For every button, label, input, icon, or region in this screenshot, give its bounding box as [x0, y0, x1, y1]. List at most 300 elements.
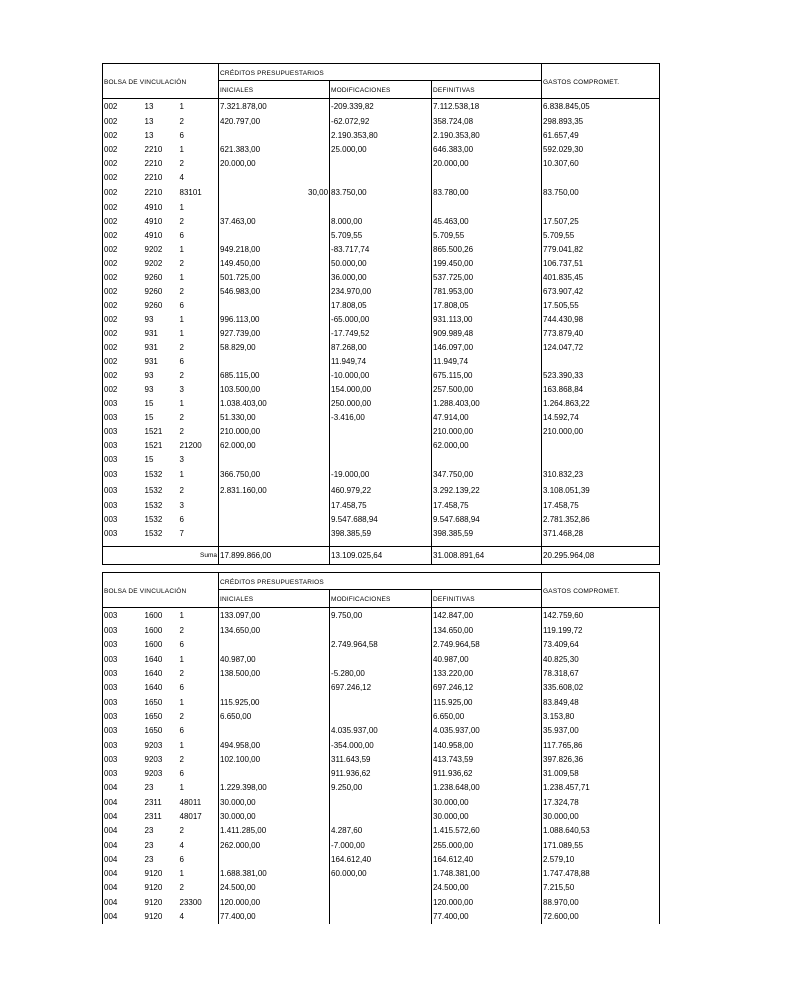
definitivas-cell: 77.400,00 — [432, 909, 542, 923]
definitivas-cell: 146.097,00 — [432, 341, 542, 355]
definitivas-cell: 1.238.648,00 — [432, 781, 542, 795]
modificaciones-cell — [330, 157, 432, 171]
iniciales-cell — [219, 313, 330, 327]
definitivas-cell: 142.847,00 — [432, 608, 542, 624]
modificaciones-cell: -19.000,00 — [330, 467, 432, 483]
modificaciones-cell: -10.000,00 — [330, 369, 432, 383]
gastos-cell: 61.657,49 — [542, 129, 660, 143]
chapter-cell: 4 — [179, 173, 184, 182]
iniciales-value: 103.500,00 — [220, 385, 261, 394]
table-row — [103, 285, 660, 299]
gastos-cell: 2.781.352,86 — [542, 513, 660, 527]
iniciales-cell — [219, 271, 330, 285]
bolsa-code-cell: 002 — [103, 229, 144, 243]
bolsa-code-cell: 004 — [103, 909, 144, 923]
program-cell: 1640 — [144, 654, 163, 664]
definitivas-cell: 115.925,00 — [432, 695, 542, 709]
chapter-cell: 6 — [179, 683, 184, 693]
chapter-cell: 1 — [179, 245, 184, 254]
modificaciones-cell: 398.385,59 — [330, 527, 432, 541]
definitivas-cell — [432, 453, 542, 467]
program-cell: 4910 — [144, 217, 163, 226]
definitivas-cell: 3.292.139,22 — [432, 483, 542, 499]
iniciales-value: 2.831.160,00 — [220, 486, 267, 495]
iniciales-cell — [219, 852, 330, 866]
program-cell: 1640 — [144, 669, 163, 679]
bolsa-code-cell: 003 — [103, 681, 144, 695]
definitivas-cell: 11.949,74 — [432, 355, 542, 369]
modificaciones-cell — [330, 895, 432, 909]
table-row — [103, 215, 660, 229]
header-gastos: GASTOS COMPROMET. — [542, 64, 660, 99]
definitivas-cell: 865.500,26 — [432, 243, 542, 257]
iniciales-cell — [219, 453, 330, 467]
bolsa-code-cell: 004 — [103, 838, 144, 852]
table-row — [103, 229, 660, 243]
gastos-cell: 124.047,72 — [542, 341, 660, 355]
iniciales-cell — [219, 185, 330, 201]
bolsa-code-cell: 002 — [103, 129, 144, 143]
iniciales-cell — [219, 327, 330, 341]
table-row — [103, 881, 660, 895]
gastos-cell: 35.937,00 — [542, 724, 660, 738]
gastos-cell: 17.458,75 — [542, 499, 660, 513]
program-cell: 9120 — [144, 897, 163, 907]
program-cell: 1521 — [144, 441, 163, 450]
gastos-cell — [542, 439, 660, 453]
iniciales-cell — [219, 115, 330, 129]
definitivas-cell: 134.650,00 — [432, 624, 542, 638]
bolsa-code-cell: 002 — [103, 171, 144, 185]
bolsa-code-cell: 003 — [103, 608, 144, 624]
definitivas-cell: 781.953,00 — [432, 285, 542, 299]
chapter-cell: 3 — [179, 501, 184, 510]
modificaciones-cell: 60.000,00 — [330, 867, 432, 881]
chapter-cell: 1 — [179, 470, 184, 479]
bolsa-code-cell: 003 — [103, 453, 144, 467]
iniciales-cell: 30.000,00 — [219, 795, 330, 809]
iniciales-cell — [219, 397, 330, 411]
program-cell: 93 — [144, 371, 154, 380]
definitivas-cell: 30.000,00 — [432, 809, 542, 823]
bolsa-code-cell: 003 — [103, 527, 144, 541]
bolsa-code-cell: 002 — [103, 369, 144, 383]
definitivas-cell — [432, 201, 542, 215]
gastos-cell: 523.390,33 — [542, 369, 660, 383]
bolsa-code-cell: 002 — [103, 383, 144, 397]
table-row — [103, 652, 660, 666]
iniciales-cell: 262.000,00 — [219, 838, 330, 852]
modificaciones-cell: 697.246,12 — [330, 681, 432, 695]
modificaciones-cell: -3.416,00 — [330, 411, 432, 425]
definitivas-cell: 1.748.381,00 — [432, 867, 542, 881]
modificaciones-cell: 9.750,00 — [330, 608, 432, 624]
program-cell: 1532 — [144, 486, 163, 495]
table-row — [103, 752, 660, 766]
gastos-cell: 3.153,80 — [542, 709, 660, 723]
definitivas-cell: 6.650,00 — [432, 709, 542, 723]
gastos-cell: 78.318,67 — [542, 666, 660, 680]
bolsa-code-cell: 003 — [103, 411, 144, 425]
table-row — [103, 709, 660, 723]
bolsa-code-cell: 002 — [103, 243, 144, 257]
iniciales-value: 621.383,00 — [220, 145, 261, 154]
gastos-cell — [542, 171, 660, 185]
gastos-cell: 5.709,55 — [542, 229, 660, 243]
header-definitivas: DEFINITIVAS — [432, 81, 542, 99]
definitivas-cell: 120.000,00 — [432, 895, 542, 909]
table-row — [103, 369, 660, 383]
table-row — [103, 467, 660, 483]
definitivas-cell: 45.463,00 — [432, 215, 542, 229]
modificaciones-cell: -17.749,52 — [330, 327, 432, 341]
table-row — [103, 313, 660, 327]
gastos-cell: 7.215,50 — [542, 881, 660, 895]
iniciales-value: 927.739,00 — [220, 329, 261, 338]
modificaciones-cell: 154.000,00 — [330, 383, 432, 397]
iniciales-cell — [219, 467, 330, 483]
bolsa-code-cell: 002 — [103, 327, 144, 341]
gastos-cell: 30.000,00 — [542, 809, 660, 823]
iniciales-value: 37.463,00 — [220, 217, 256, 226]
gastos-cell: 1.747.478,88 — [542, 867, 660, 881]
bolsa-code-cell: 004 — [103, 795, 144, 809]
table-row — [103, 201, 660, 215]
modificaciones-cell: 87.268,00 — [330, 341, 432, 355]
gastos-cell: 397.826,36 — [542, 752, 660, 766]
gastos-cell: 298.893,35 — [542, 115, 660, 129]
modificaciones-cell: 250.000,00 — [330, 397, 432, 411]
table-row — [103, 624, 660, 638]
program-cell: 1532 — [144, 515, 163, 524]
program-cell: 15 — [144, 413, 154, 422]
chapter-cell: 6 — [179, 231, 184, 240]
modificaciones-cell: 9.547.688,94 — [330, 513, 432, 527]
bolsa-code-cell: 004 — [103, 809, 144, 823]
definitivas-cell: 30.000,00 — [432, 795, 542, 809]
program-cell: 9203 — [144, 740, 163, 750]
bolsa-code-cell: 003 — [103, 695, 144, 709]
gastos-cell: 17.324,78 — [542, 795, 660, 809]
table-row — [103, 115, 660, 129]
iniciales-cell: 1.411.285,00 — [219, 824, 330, 838]
definitivas-cell: 9.547.688,94 — [432, 513, 542, 527]
modificaciones-cell: -83.717,74 — [330, 243, 432, 257]
bolsa-code-cell: 003 — [103, 483, 144, 499]
program-cell: 93 — [144, 315, 154, 324]
table-row — [103, 327, 660, 341]
program-cell: 1650 — [144, 697, 163, 707]
bolsa-code-cell: 003 — [103, 638, 144, 652]
iniciales-cell — [219, 143, 330, 157]
bolsa-code-cell: 003 — [103, 652, 144, 666]
table-row — [103, 257, 660, 271]
suma-label: Suma — [103, 547, 219, 565]
program-cell: 9120 — [144, 912, 163, 922]
iniciales-cell — [219, 257, 330, 271]
table-row — [103, 766, 660, 780]
definitivas-cell: 931.113,00 — [432, 313, 542, 327]
iniciales-cell: 138.500,00 — [219, 666, 330, 680]
definitivas-cell: 164.612,40 — [432, 852, 542, 866]
iniciales-value: 62.000,00 — [220, 441, 256, 450]
modificaciones-cell: -65.000,00 — [330, 313, 432, 327]
suma-row — [103, 547, 660, 565]
table-row — [103, 867, 660, 881]
definitivas-cell: 199.450,00 — [432, 257, 542, 271]
modificaciones-cell: 2.749.964,58 — [330, 638, 432, 652]
definitivas-cell: 17.458,75 — [432, 499, 542, 513]
program-cell: 13 — [144, 117, 154, 126]
bolsa-code-cell: 003 — [103, 624, 144, 638]
gastos-cell: 17.507,25 — [542, 215, 660, 229]
iniciales-cell: 115.925,00 — [219, 695, 330, 709]
gastos-cell — [542, 355, 660, 369]
chapter-cell: 2 — [179, 754, 184, 764]
chapter-cell: 2 — [179, 159, 184, 168]
modificaciones-cell: 2.190.353,80 — [330, 129, 432, 143]
program-cell: 1532 — [144, 470, 163, 479]
modificaciones-cell: 460.979,22 — [330, 483, 432, 499]
iniciales-cell — [219, 369, 330, 383]
modificaciones-cell — [330, 652, 432, 666]
bolsa-code-cell: 002 — [103, 215, 144, 229]
definitivas-cell: 358.724,08 — [432, 115, 542, 129]
table-row — [103, 724, 660, 738]
definitivas-cell: 47.914,00 — [432, 411, 542, 425]
iniciales-cell — [219, 171, 330, 185]
chapter-cell: 7 — [179, 529, 184, 538]
gastos-cell: 3.108.051,39 — [542, 483, 660, 499]
chapter-cell: 6 — [179, 357, 184, 366]
bolsa-code-cell: 002 — [103, 115, 144, 129]
iniciales-cell — [219, 439, 330, 453]
chapter-cell: 6 — [179, 726, 184, 736]
modificaciones-cell: 4.287,60 — [330, 824, 432, 838]
definitivas-cell: 7.112.538,18 — [432, 99, 542, 115]
definitivas-cell: 911.936,62 — [432, 766, 542, 780]
bolsa-code-cell: 003 — [103, 724, 144, 738]
table-row — [103, 666, 660, 680]
program-cell: 2311 — [144, 797, 162, 807]
modificaciones-cell — [330, 795, 432, 809]
modificaciones-cell: 164.612,40 — [330, 852, 432, 866]
program-cell: 9203 — [144, 754, 163, 764]
chapter-cell: 1 — [179, 611, 184, 621]
iniciales-value: 58.829,00 — [220, 343, 256, 352]
definitivas-cell: 537.725,00 — [432, 271, 542, 285]
iniciales-cell: 30.000,00 — [219, 809, 330, 823]
iniciales-cell — [219, 766, 330, 780]
table-row — [103, 99, 660, 115]
iniciales-cell: 1.688.381,00 — [219, 867, 330, 881]
chapter-cell: 83101 — [179, 188, 202, 197]
modificaciones-cell — [330, 695, 432, 709]
bolsa-code-cell: 002 — [103, 201, 144, 215]
program-cell: 9260 — [144, 287, 163, 296]
definitivas-cell: 646.383,00 — [432, 143, 542, 157]
definitivas-cell: 83.780,00 — [432, 185, 542, 201]
chapter-cell: 1 — [179, 740, 184, 750]
table-row — [103, 143, 660, 157]
table-row — [103, 608, 660, 624]
header-creditos: CRÉDITOS PRESUPUESTARIOS — [219, 573, 542, 590]
definitivas-cell: 2.190.353,80 — [432, 129, 542, 143]
program-cell: 1600 — [144, 626, 163, 636]
chapter-cell: 2 — [179, 343, 184, 352]
bolsa-code-cell: 004 — [103, 881, 144, 895]
iniciales-cell — [219, 285, 330, 299]
program-cell: 1532 — [144, 529, 163, 538]
table-row — [103, 838, 660, 852]
definitivas-cell: 697.246,12 — [432, 681, 542, 695]
gastos-cell: 73.409,64 — [542, 638, 660, 652]
suma-gastos: 20.295.964,08 — [542, 547, 660, 565]
header-creditos: CRÉDITOS PRESUPUESTARIOS — [219, 64, 542, 81]
gastos-cell — [542, 201, 660, 215]
bolsa-code-cell: 003 — [103, 425, 144, 439]
gastos-cell: 88.970,00 — [542, 895, 660, 909]
bolsa-code-cell: 004 — [103, 895, 144, 909]
table-row — [103, 157, 660, 171]
table-row — [103, 738, 660, 752]
gastos-cell: 210.000,00 — [542, 425, 660, 439]
chapter-cell: 1 — [179, 102, 184, 112]
gastos-cell: 2.579,10 — [542, 852, 660, 866]
bolsa-code-cell: 002 — [103, 185, 144, 201]
definitivas-cell: 2.749.964,58 — [432, 638, 542, 652]
gastos-cell: 163.868,84 — [542, 383, 660, 397]
definitivas-cell: 257.500,00 — [432, 383, 542, 397]
gastos-cell: 1.238.457,71 — [542, 781, 660, 795]
chapter-cell: 1 — [179, 783, 184, 793]
iniciales-cell — [219, 99, 330, 115]
chapter-cell: 3 — [179, 385, 184, 394]
iniciales-cell: 6.650,00 — [219, 709, 330, 723]
gastos-cell: 31.009,58 — [542, 766, 660, 780]
definitivas-cell: 398.385,59 — [432, 527, 542, 541]
iniciales-value: 51.330,00 — [220, 413, 256, 422]
table-row — [103, 411, 660, 425]
bolsa-code-cell: 002 — [103, 341, 144, 355]
chapter-cell: 6 — [179, 131, 184, 140]
program-cell: 9120 — [144, 883, 163, 893]
modificaciones-cell: 5.709,55 — [330, 229, 432, 243]
gastos-cell: 744.430,98 — [542, 313, 660, 327]
bolsa-code-cell: 003 — [103, 752, 144, 766]
definitivas-cell: 4.035.937,00 — [432, 724, 542, 738]
definitivas-cell: 347.750,00 — [432, 467, 542, 483]
chapter-cell: 1 — [179, 203, 184, 212]
chapter-cell: 1 — [179, 697, 184, 707]
modificaciones-cell — [330, 709, 432, 723]
chapter-cell: 2 — [179, 711, 184, 721]
program-cell: 23 — [144, 854, 154, 864]
iniciales-cell: 133.097,00 — [219, 608, 330, 624]
iniciales-value: 420.797,00 — [220, 117, 261, 126]
program-cell: 2210 — [144, 159, 163, 168]
header-iniciales: INICIALES — [219, 590, 330, 608]
chapter-cell: 6 — [179, 515, 184, 524]
bolsa-code-cell: 002 — [103, 355, 144, 369]
bolsa-code-cell: 004 — [103, 852, 144, 866]
program-cell: 23 — [144, 840, 154, 850]
table-row — [103, 355, 660, 369]
modificaciones-cell: 83.750,00 — [330, 185, 432, 201]
gastos-cell: 10.307,60 — [542, 157, 660, 171]
chapter-cell: 2 — [179, 217, 184, 226]
table-row — [103, 341, 660, 355]
modificaciones-cell: 311.643,59 — [330, 752, 432, 766]
table-row — [103, 383, 660, 397]
table-row — [103, 243, 660, 257]
suma-definitivas: 31.008.891,64 — [432, 547, 542, 565]
gastos-cell: 673.907,42 — [542, 285, 660, 299]
chapter-cell: 1 — [179, 315, 184, 324]
chapter-cell: 2 — [179, 427, 184, 436]
modificaciones-cell: 17.458,75 — [330, 499, 432, 513]
program-cell: 931 — [144, 357, 158, 366]
program-cell: 23 — [144, 826, 154, 836]
bolsa-code-cell: 002 — [103, 257, 144, 271]
chapter-cell: 48011 — [179, 797, 202, 807]
table-row — [103, 809, 660, 823]
chapter-cell: 21200 — [179, 441, 202, 450]
header-modificaciones: MODIFICACIONES — [330, 81, 432, 99]
chapter-cell: 4 — [179, 912, 184, 922]
table-row — [103, 795, 660, 809]
gastos-cell: 1.088.640,53 — [542, 824, 660, 838]
iniciales-cell — [219, 411, 330, 425]
definitivas-cell: 210.000,00 — [432, 425, 542, 439]
iniciales-cell — [219, 638, 330, 652]
program-cell: 15 — [144, 455, 154, 464]
gastos-cell: 106.737,51 — [542, 257, 660, 271]
program-cell: 4910 — [144, 231, 163, 240]
program-cell: 9120 — [144, 869, 163, 879]
program-cell: 1600 — [144, 640, 163, 650]
suma-modificaciones: 13.109.025,64 — [330, 547, 432, 565]
gastos-cell: 1.264.863,22 — [542, 397, 660, 411]
bolsa-code-cell: 003 — [103, 709, 144, 723]
iniciales-cell — [219, 157, 330, 171]
chapter-cell: 4 — [179, 840, 184, 850]
modificaciones-cell: 234.970,00 — [330, 285, 432, 299]
iniciales-cell — [219, 513, 330, 527]
iniciales-value: 210.000,00 — [220, 427, 261, 436]
program-cell: 931 — [144, 329, 158, 338]
definitivas-cell: 1.288.403,00 — [432, 397, 542, 411]
iniciales-cell — [219, 129, 330, 143]
modificaciones-cell — [330, 809, 432, 823]
bolsa-code-cell: 003 — [103, 766, 144, 780]
program-cell: 9260 — [144, 301, 163, 310]
table-row — [103, 397, 660, 411]
program-cell: 1600 — [144, 611, 163, 621]
table-row — [103, 638, 660, 652]
program-cell: 15 — [144, 399, 154, 408]
modificaciones-cell: 9.250,00 — [330, 781, 432, 795]
iniciales-value: 149.450,00 — [220, 259, 261, 268]
suma-iniciales: 17.899.866,00 — [219, 547, 330, 565]
chapter-cell: 23300 — [179, 897, 202, 907]
definitivas-cell: 20.000,00 — [432, 157, 542, 171]
program-cell: 13 — [144, 102, 154, 112]
table-row — [103, 439, 660, 453]
iniciales-cell — [219, 499, 330, 513]
modificaciones-cell: 50.000,00 — [330, 257, 432, 271]
chapter-cell: 1 — [179, 399, 184, 408]
